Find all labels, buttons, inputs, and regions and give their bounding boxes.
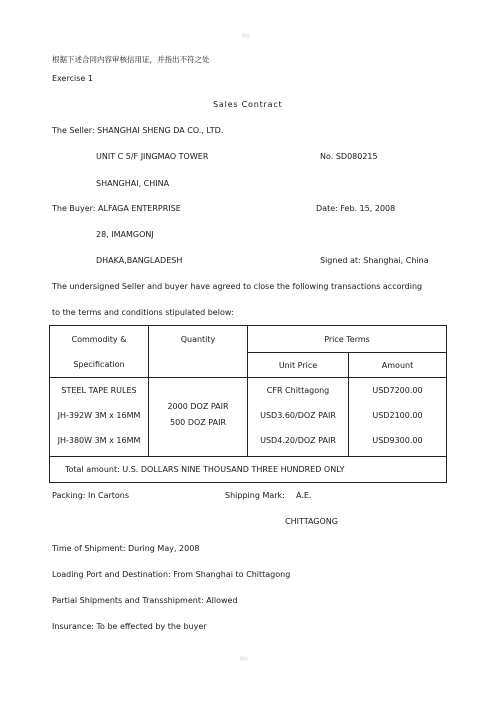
buyer-line: The Buyer: ALFAGA ENTERPRISE xyxy=(52,204,181,213)
header-price-terms: Price Terms xyxy=(324,335,370,344)
header-amount: Amount xyxy=(381,361,414,370)
header-unit-price-cell xyxy=(248,353,349,378)
footer-watermark: 精品 xyxy=(240,656,248,661)
header-amount-cell xyxy=(349,353,447,378)
commodity-line: JH-380W 3M x 16MM xyxy=(57,436,141,445)
amount-line: USD9300.00 xyxy=(372,436,423,445)
partial-shipments: Partial Shipments and Transshipment: Allowed xyxy=(52,596,238,605)
header-commodity-1: Commodity & xyxy=(71,335,127,344)
header-quantity-cell xyxy=(149,326,248,378)
total-amount-cell xyxy=(50,457,447,483)
insurance: Insurance: To be effected by the buyer xyxy=(52,622,207,631)
header-unit-price: Unit Price xyxy=(278,361,318,370)
intro-line-2: to the terms and conditions stipulated below: xyxy=(52,308,234,317)
commodity-line: JH-392W 3M x 16MM xyxy=(57,411,141,420)
header-price-terms-cell xyxy=(248,326,447,353)
header-watermark: 精品 xyxy=(242,33,250,38)
instruction-text: 根据下述合同内容审核信用证，并指出不符之处 xyxy=(52,55,210,64)
time-of-shipment: Time of Shipment: During May, 2008 xyxy=(52,544,200,553)
seller-address-1: UNIT C 5/F JINGMAO TOWER xyxy=(96,152,209,161)
header-quantity: Quantity xyxy=(180,335,216,344)
unit-price-cell xyxy=(248,378,349,457)
intro-line-1: The undersigned Seller and buyer have agreed to close the following transactions according xyxy=(52,282,423,291)
contract-table xyxy=(49,325,447,483)
quantity-line: 500 DOZ PAIR xyxy=(170,418,226,427)
header-commodity-2: Specification xyxy=(73,360,125,369)
buyer-address-2: DHAKA,BANGLADESH xyxy=(96,256,183,265)
commodity-cell xyxy=(50,378,149,457)
loading-port: Loading Port and Destination: From Shanghai to Chittagong xyxy=(52,570,291,579)
signed-at: Signed at: Shanghai, China xyxy=(320,256,429,265)
seller-address-2: SHANGHAI, CHINA xyxy=(96,179,170,188)
shipping-mark-label: Shipping Mark: xyxy=(225,491,285,500)
unit-price-line: CFR Chittagong xyxy=(266,386,330,395)
header-commodity-cell xyxy=(50,326,149,378)
total-amount: Total amount: U.S. DOLLARS NINE THOUSAND THREE HUNDRED ONLY xyxy=(65,465,345,474)
quantity-cell xyxy=(149,378,248,457)
quantity-line: 2000 DOZ PAIR xyxy=(167,402,229,411)
amount-cell xyxy=(349,378,447,457)
document-title: Sales Contract xyxy=(213,100,283,109)
commodity-line: STEEL TAPE RULES xyxy=(61,386,137,395)
shipping-mark-line-1: A.E. xyxy=(296,491,312,500)
buyer-address-1: 28, IMAMGONJ xyxy=(96,230,154,239)
exercise-label: Exercise 1 xyxy=(52,74,93,83)
amount-line: USD2100.00 xyxy=(372,411,423,420)
packing-text: Packing: In Cartons xyxy=(52,491,130,500)
amount-line: USD7200.00 xyxy=(372,386,423,395)
unit-price-line: USD4.20/DOZ PAIR xyxy=(260,436,336,445)
unit-price-line: USD3.60/DOZ PAIR xyxy=(260,411,336,420)
contract-date: Date: Feb. 15, 2008 xyxy=(316,204,396,213)
seller-line: The Seller: SHANGHAI SHENG DA CO., LTD. xyxy=(52,126,224,135)
contract-number: No. SD080215 xyxy=(320,152,378,161)
shipping-mark-line-2: CHITTAGONG xyxy=(285,517,338,526)
